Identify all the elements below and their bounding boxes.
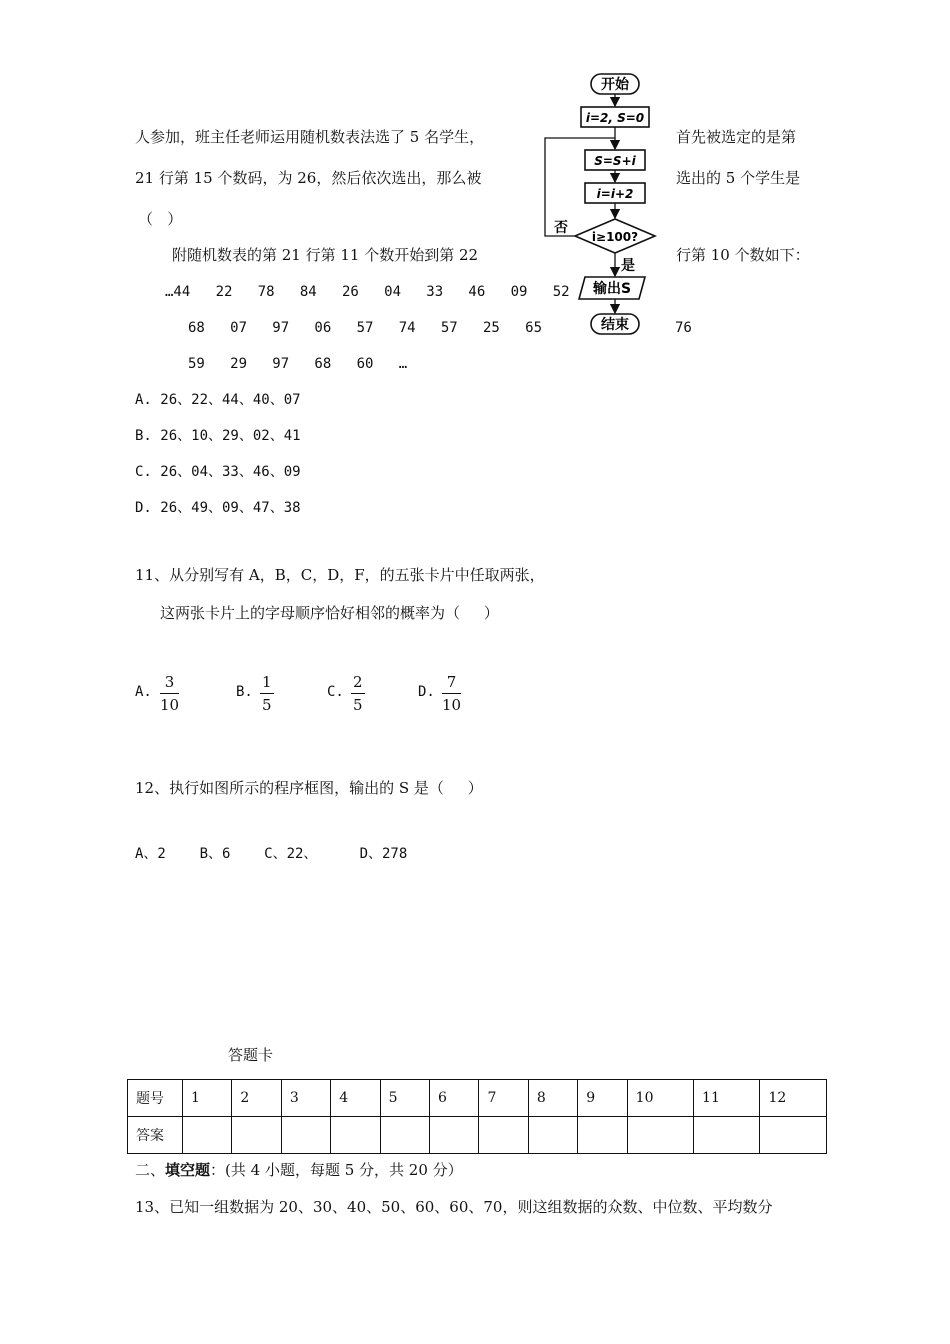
section2-heading [135, 1160, 463, 1180]
question-number-cell: 7 [479, 1080, 528, 1117]
q10-line2: 21 行第 15 个数码，为 26，然后依次选出，那么被 [135, 169, 482, 187]
answer-cell[interactable] [479, 1117, 528, 1154]
section2-title: 填空题 [165, 1161, 211, 1179]
random-table-row2: 68 07 97 06 57 74 57 25 65 [188, 320, 543, 336]
answer-cell[interactable] [627, 1117, 693, 1154]
fraction-denominator: 10 [160, 696, 180, 714]
question-number-cell: 12 [760, 1080, 827, 1117]
fraction-numerator: 2 [353, 673, 363, 691]
q11-option-d-fraction [442, 673, 461, 714]
q12-text: 12、执行如图所示的程序框图，输出的 S 是（ ） [135, 779, 483, 797]
q11-option-b-fraction [260, 673, 274, 714]
fraction-numerator: 1 [262, 673, 272, 691]
flowchart-no-label: 否 [554, 220, 568, 236]
question-number-cell: 5 [380, 1080, 429, 1117]
section2-prefix: 二、 [135, 1161, 166, 1179]
q11-option-d-label: D. [418, 684, 435, 700]
q12-options: A、2 B、6 C、22、 D、278 [135, 846, 408, 862]
q11-option-c-label: C. [327, 684, 344, 700]
question-number-cell: 3 [281, 1080, 330, 1117]
q11-option-a-fraction [160, 673, 179, 714]
random-table-row1: …44 22 78 84 26 04 33 46 09 52 [165, 284, 570, 300]
flowchart [535, 68, 675, 343]
question-number-cell: 11 [694, 1080, 760, 1117]
answer-cell[interactable] [331, 1117, 380, 1154]
fraction-bar [442, 693, 461, 694]
row-label-question-number: 题号 [128, 1080, 183, 1117]
section2-note: ：(共 4 小题，每题 5 分，共 20 分） [210, 1161, 463, 1179]
q10-line1: 人参加，班主任老师运用随机数表法选了 5 名学生， [135, 128, 485, 146]
answer-cell[interactable] [578, 1117, 627, 1154]
question-number-cell: 9 [578, 1080, 627, 1117]
answer-cell[interactable] [380, 1117, 429, 1154]
question-number-cell: 1 [183, 1080, 232, 1117]
q10-table-intro-right: 行第 10 个数如下： [676, 246, 810, 264]
q10-table-intro: 附随机数表的第 21 行第 11 个数开始到第 22 [172, 246, 479, 264]
q11-option-b-label: B. [236, 684, 253, 700]
q10-line1-right: 首先被选定的是第 [676, 128, 797, 146]
flowchart-step1-label: S=S+i [594, 154, 636, 168]
answer-card-table [127, 1079, 827, 1154]
q11-line2: 这两张卡片上的字母顺序恰好相邻的概率为（ ） [160, 604, 499, 622]
flowchart-init-label: i=2, S=0 [585, 111, 645, 125]
answer-cell[interactable] [760, 1117, 827, 1154]
answer-cell[interactable] [183, 1117, 232, 1154]
q13-text: 13、已知一组数据为 20、30、40、50、60、60、70，则这组数据的众数、中位数、平均数分 [135, 1198, 773, 1216]
answer-cell[interactable] [430, 1117, 479, 1154]
answer-cell[interactable] [281, 1117, 330, 1154]
fraction-denominator: 10 [442, 696, 462, 714]
q10-answer-paren: （ ） [138, 210, 183, 228]
q10-option-b: B. 26、10、29、02、41 [135, 428, 301, 444]
q11-option-c-fraction [351, 673, 365, 714]
flowchart-end-label: 结束 [601, 317, 629, 333]
question-number-cell: 10 [627, 1080, 693, 1117]
flowchart-condition-label: i≥100? [591, 230, 639, 244]
q10-option-a: A. 26、22、44、40、07 [135, 392, 301, 408]
fraction-numerator: 7 [446, 673, 457, 691]
random-table-row3: 59 29 97 68 60 … [188, 356, 408, 372]
fraction-denominator: 5 [353, 696, 363, 714]
question-number-cell: 4 [331, 1080, 380, 1117]
flowchart-start-label: 开始 [601, 77, 629, 93]
flowchart-step2-label: i=i+2 [596, 187, 634, 201]
answer-cell[interactable] [232, 1117, 281, 1154]
fraction-denominator: 5 [262, 696, 272, 714]
random-table-row2-tail: 76 [675, 320, 692, 336]
answer-card-title: 答题卡 [228, 1046, 274, 1064]
flowchart-output-label: 输出S [592, 281, 632, 297]
answer-cell[interactable] [694, 1117, 760, 1154]
flowchart-yes-label: 是 [621, 258, 635, 274]
answer-cell[interactable] [528, 1117, 577, 1154]
fraction-bar [260, 693, 274, 694]
question-number-cell: 2 [232, 1080, 281, 1117]
q10-option-d: D. 26、49、09、47、38 [135, 500, 301, 516]
fraction-bar [351, 693, 365, 694]
q11-line1: 11、从分别写有 A，B，C，D，F，的五张卡片中任取两张， [135, 566, 545, 584]
q11-option-a-label: A. [135, 684, 152, 700]
table-row [128, 1080, 827, 1117]
q10-option-c: C. 26、04、33、46、09 [135, 464, 301, 480]
table-row [128, 1117, 827, 1154]
row-label-answer: 答案 [128, 1117, 183, 1154]
fraction-bar [160, 693, 179, 694]
question-number-cell: 8 [528, 1080, 577, 1117]
fraction-numerator: 3 [164, 673, 175, 691]
question-number-cell: 6 [430, 1080, 479, 1117]
q10-line2-right: 选出的 5 个学生是 [676, 169, 801, 187]
